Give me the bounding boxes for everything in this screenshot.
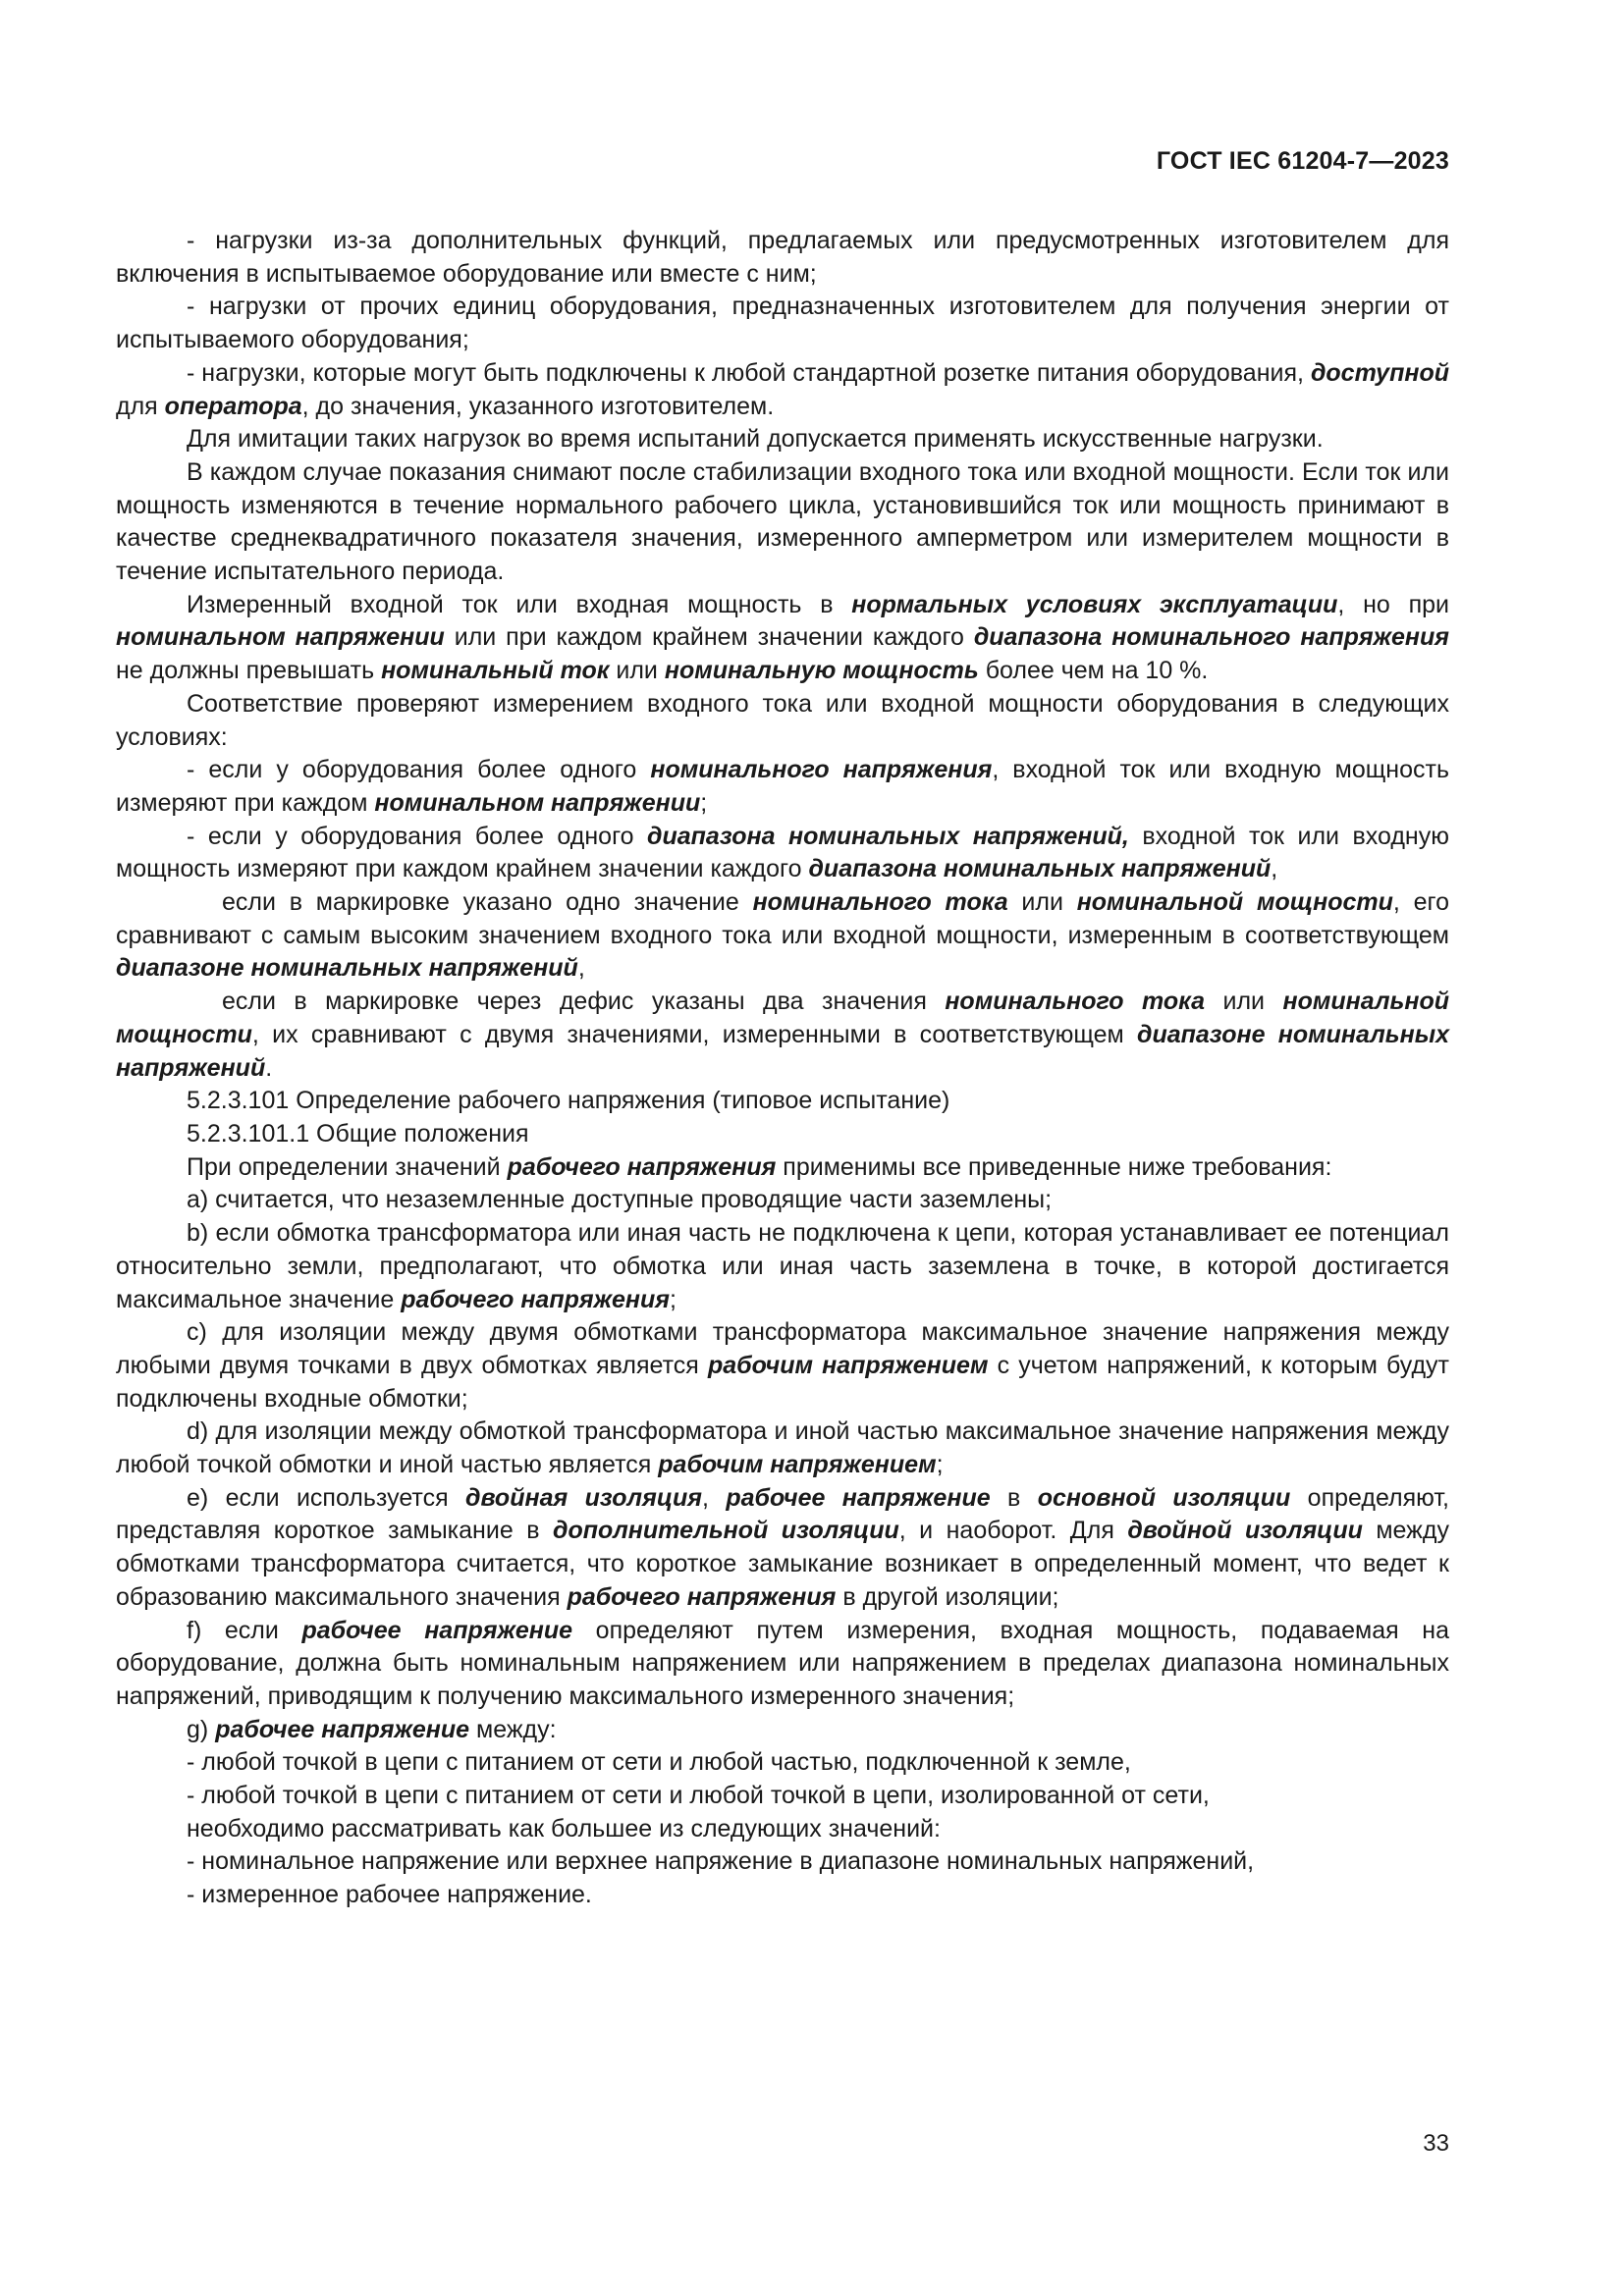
- list-item: a) считается, что незаземленные доступные проводящие части заземлены;: [187, 1186, 1053, 1214]
- list-item: e) если используется двойная изоляция, рабочее напряжение в основной изоляции определяют, представляя короткое замыкание в дополнительной изоляции, и наоборот. Для двойной изоляции между обмотками трансформатора считается, что короткое замыкание возникает в определенный момент, что ведет к образованию максимального значения рабочего напряжения в другой изоляции;: [116, 1483, 1449, 1611]
- document-body: [116, 225, 1449, 1912]
- paragraph: При определении значений рабочего напряжения применимы все приведенные ниже требования:: [187, 1152, 1332, 1181]
- paragraph: В каждом случае показания снимают после стабилизации входного тока или входной мощности. Если ток или мощность изменяются в течение нормального рабочего цикла, установившийся ток или мощность принимают в качестве среднеквадратичного показателя значения, измеренного амперметром или измерителем мощности в течение испытательного периода.: [116, 457, 1449, 586]
- paragraph: Соответствие проверяют измерением входного тока или входной мощности оборудования в следующих условиях:: [116, 689, 1449, 751]
- list-item: - любой точкой в цепи с питанием от сети и любой частью, подключенной к земле,: [187, 1748, 1131, 1777]
- page-number: 33: [1423, 2130, 1449, 2157]
- section-heading: 5.2.3.101 Определение рабочего напряжения (типовое испытание): [187, 1087, 950, 1115]
- paragraph: - если у оборудования более одного диапазона номинальных напряжений, входной ток или входную мощность измеряют при каждом крайнем значении каждого диапазона номинальных напряжений,: [116, 822, 1449, 883]
- list-item: f) если рабочее напряжение определяют путем измерения, входная мощность, подаваемая на оборудование, должна быть номинальным напряжением или напряжением в пределах диапазона номинальных напряжений, приводящим к получению максимального измеренного значения;: [116, 1616, 1449, 1710]
- list-item: b) если обмотка трансформатора или иная часть не подключена к цепи, которая устанавливает ее потенциал относительно земли, предполагают, что обмотка или иная часть заземлена в точке, в которой достигается максимальное значение рабочего напряжения;: [116, 1219, 1449, 1313]
- list-item: g) рабочее напряжение между:: [187, 1715, 557, 1743]
- paragraph: - если у оборудования более одного номинального напряжения, входной ток или входную мощность измеряют при каждом номинальном напряжении;: [116, 756, 1449, 817]
- paragraph: - нагрузки от прочих единиц оборудования, предназначенных изготовителем для получения энергии от испытываемого оборудования;: [116, 293, 1449, 354]
- list-item: - измеренное рабочее напряжение.: [187, 1881, 592, 1909]
- paragraph: если в маркировке указано одно значение номинального тока или номинальной мощности, его сравнивают с самым высоким значением входного тока или входной мощности, измеренным в соответствующем диапазоне номинальных напряжений,: [116, 888, 1449, 983]
- list-item: c) для изоляции между двумя обмотками трансформатора максимальное значение напряжения между любыми двумя точками в двух обмотках является рабочим напряжением с учетом напряжений, к которым будут подключены входные обмотки;: [116, 1318, 1449, 1413]
- paragraph: если в маркировке через дефис указаны два значения номинального тока или номинальной мощности, их сравнивают с двумя значениями, измеренными в соответствующем диапазоне номинальных напряжений.: [116, 988, 1449, 1082]
- paragraph: - нагрузки, которые могут быть подключены к любой стандартной розетке питания оборудования, доступной для оператора, до значения, указанного изготовителем.: [116, 358, 1449, 420]
- subsection-heading: 5.2.3.101.1 Общие положения: [187, 1119, 529, 1148]
- list-item: d) для изоляции между обмоткой трансформатора и иной частью максимальное значение напряжения между любой точкой обмотки и иной частью является рабочим напряжением;: [116, 1417, 1449, 1479]
- paragraph: Измеренный входной ток или входная мощность в нормальных условиях эксплуатации, но при номинальном напряжении или при каждом крайнем значении каждого диапазона номинального напряжения не должны превышать номинальный ток или номинальную мощность более чем на 10 %.: [116, 590, 1449, 685]
- list-item: - номинальное напряжение или верхнее напряжение в диапазоне номинальных напряжений,: [187, 1847, 1255, 1876]
- paragraph: Для имитации таких нагрузок во время испытаний допускается применять искусственные нагрузки.: [187, 425, 1324, 454]
- document-header: ГОСТ IEC 61204-7—2023: [1156, 147, 1449, 175]
- list-item: - любой точкой в цепи с питанием от сети и любой точкой в цепи, изолированной от сети,: [187, 1782, 1210, 1810]
- paragraph: - нагрузки из-за дополнительных функций, предлагаемых или предусмотренных изготовителем для включения в испытываемое оборудование или вместе с ним;: [116, 227, 1449, 288]
- paragraph: необходимо рассматривать как большее из следующих значений:: [187, 1814, 941, 1842]
